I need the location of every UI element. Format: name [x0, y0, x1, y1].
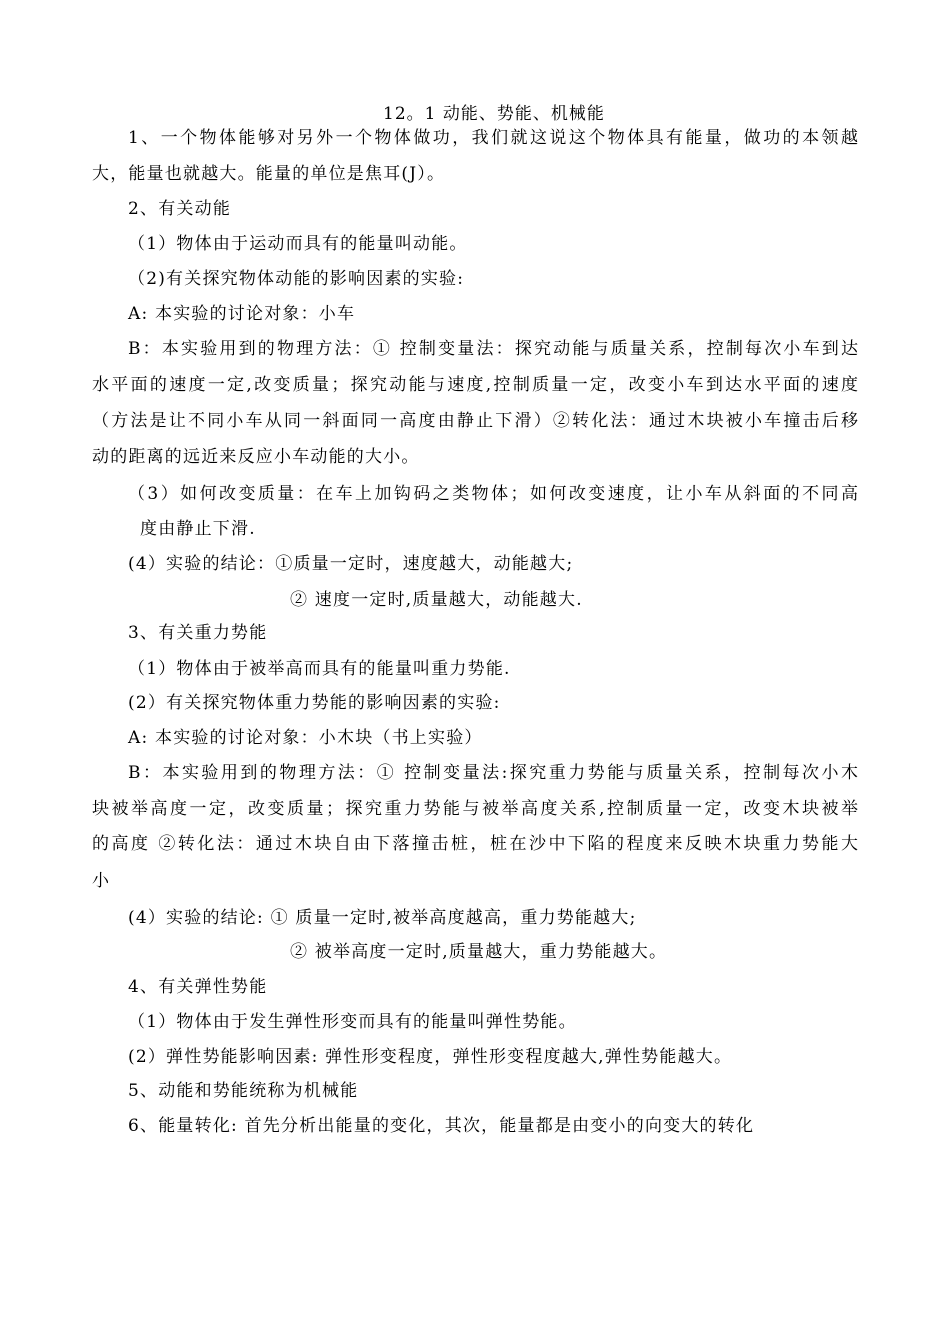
section-3-item-b-line-4: 小 — [92, 871, 111, 891]
section-2-item-2: （2)有关探究物体动能的影响因素的实验: — [128, 269, 465, 289]
section-3-item-a: A: 本实验的讨论对象：小木块（书上实验） — [128, 728, 483, 748]
section-2-item-4-line-1: (4）实验的结论：①质量一定时，速度越大，动能越大; — [128, 554, 574, 574]
section-3-item-b-line-1: B：本实验用到的物理方法：① 控制变量法:探究重力势能与质量关系，控制每次小木 — [128, 763, 858, 783]
section-5-line: 5、动能和势能统称为机械能 — [128, 1081, 359, 1101]
section-6-line: 6、能量转化: 首先分析出能量的变化，其次，能量都是由变小的向变大的转化 — [128, 1116, 755, 1136]
section-4-heading: 4、有关弹性势能 — [128, 977, 268, 997]
section-3-item-b-line-3: 的高度 ②转化法：通过木块自由下落撞击桩，桩在沙中下陷的程度来反映木块重力势能大 — [92, 834, 858, 854]
section-3-item-4-line-1: (4）实验的结论: ① 质量一定时,被举高度越高，重力势能越大; — [128, 908, 637, 928]
section-2-item-b-line-2: 水平面的速度一定,改变质量；探究动能与速度,控制质量一定，改变小车到达水平面的速度 — [92, 375, 858, 395]
section-3-heading: 3、有关重力势能 — [128, 623, 268, 643]
paragraph-1-line-2: 大，能量也就越大。能量的单位是焦耳(J）。 — [92, 164, 446, 184]
section-2-item-1: （1）物体由于运动而具有的能量叫动能。 — [128, 234, 468, 254]
section-3-item-4-line-2: ② 被举高度一定时,质量越大，重力势能越大。 — [290, 942, 668, 962]
section-3-item-b-line-2: 块被举高度一定，改变质量；探究重力势能与被举高度关系,控制质量一定，改变木块被举 — [92, 799, 858, 819]
paragraph-1-line-1: 1、一个物体能够对另外一个物体做功，我们就这说这个物体具有能量，做功的本领越 — [128, 128, 858, 148]
section-3-item-1: （1）物体由于被举高而具有的能量叫重力势能. — [128, 659, 511, 679]
section-2-item-3-line-1: （3）如何改变质量：在车上加钩码之类物体；如何改变速度，让小车从斜面的不同高 — [128, 484, 858, 504]
section-2-heading: 2、有关动能 — [128, 199, 232, 219]
section-2-item-4-line-2: ② 速度一定时,质量越大，动能越大. — [290, 590, 583, 610]
section-2-item-b-line-3: （方法是让不同小车从同一斜面同一高度由静止下滑）②转化法：通过木块被小车撞击后移 — [92, 411, 858, 431]
section-4-item-1: （1）物体由于发生弹性形变而具有的能量叫弹性势能。 — [128, 1012, 577, 1032]
section-2-item-b-line-1: B：本实验用到的物理方法：① 控制变量法：探究动能与质量关系，控制每次小车到达 — [128, 339, 858, 359]
page-title: 12。1 动能、势能、机械能 — [383, 104, 605, 124]
section-2-item-3-line-2: 度由静止下滑. — [140, 519, 256, 539]
section-3-item-2: (2）有关探究物体重力势能的影响因素的实验: — [128, 693, 501, 713]
section-2-item-a: A: 本实验的讨论对象：小车 — [128, 304, 356, 324]
section-4-item-2: (2）弹性势能影响因素: 弹性形变程度，弹性形变程度越大,弹性势能越大。 — [128, 1047, 733, 1067]
section-2-item-b-line-4: 动的距离的远近来反应小车动能的大小。 — [92, 447, 420, 467]
